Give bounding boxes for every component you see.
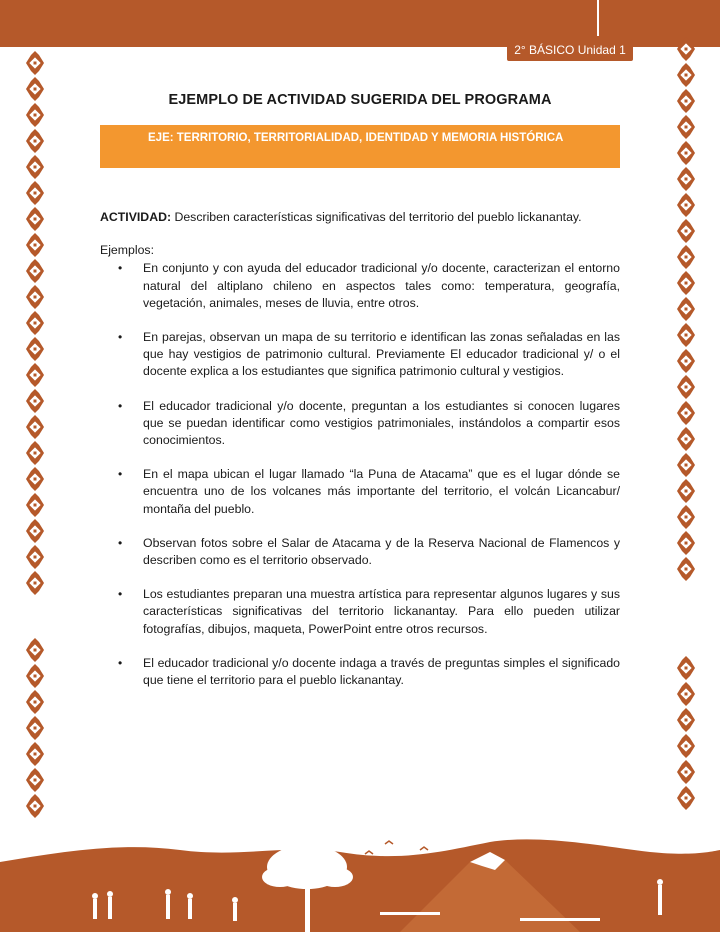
list-item: • Observan fotos sobre el Salar de Atacama y de la Reserva Nacional de Flamencos y describen como es el territorio observado.: [118, 535, 620, 568]
document-body: [100, 209, 620, 706]
left-border-ornament: [25, 50, 45, 605]
bullet-icon: •: [118, 535, 123, 550]
footer-landscape-illustration: [0, 822, 720, 932]
list-item: • En el mapa ubican el lugar llamado “la Puna de Atacama” que es el lugar dónde se encuentra uno de los volcanes más importante del territorio, el volcán Licancabur/ montaña del pueblo.: [118, 467, 620, 516]
right-border-ornament: [676, 36, 696, 591]
list-item: • En conjunto y con ayuda del educador tradicional y/o docente, caracterizan el entorno natural del altiplano chileno en aspectos tales como: temperatura, geografía, vegetación, animales, meses de lluvia, entre otros.: [118, 261, 620, 310]
list-item: • En parejas, observan un mapa de su territorio e identifican las zonas señaladas en las que hay vestigios de patrimonio cultural. Previamente El educador tradicional y/ o el docente explica a los estudiantes que significa patrimonio cultural y vestigios.: [118, 330, 620, 379]
bullet-icon: •: [118, 587, 123, 602]
axis-banner: [100, 125, 620, 168]
bullet-icon: •: [118, 467, 123, 482]
bullet-icon: •: [118, 655, 123, 670]
axis-label: EJE: TERRITORIO, TERRITORIALIDAD, IDENTIDAD Y MEMORIA HISTÓRICA: [148, 132, 564, 144]
left-border-ornament-lower: [25, 637, 45, 822]
bullet-icon: •: [118, 398, 123, 413]
activity-statement: [100, 209, 620, 226]
activity-text: Describen características significativas del territorio del pueblo lickanantay.: [171, 210, 582, 224]
activity-label: ACTIVIDAD:: [100, 210, 172, 224]
right-border-ornament-lower: [676, 655, 696, 820]
bullet-icon: •: [118, 261, 123, 276]
page-title: EJEMPLO DE ACTIVIDAD SUGERIDA DEL PROGRAMA: [168, 92, 552, 108]
header-divider: [597, 0, 599, 36]
list-item: • El educador tradicional y/o docente, preguntan a los estudiantes si conocen lugares que se puedan identificar como vestigios patrimoniales, instándolos a compartir esos conocimientos.: [118, 398, 620, 448]
grade-unit-badge: 2° BÁSICO Unidad 1: [507, 39, 633, 61]
bullet-icon: •: [118, 330, 123, 345]
list-item: • El educador tradicional y/o docente indaga a través de preguntas simples el significado que tiene el territorio para el pueblo lickanantay.: [118, 655, 620, 688]
examples-list: [100, 260, 620, 689]
list-item: • Los estudiantes preparan una muestra artística para representar algunos lugares y sus características significativas del territorio lickanantay. Para ello pueden utilizar fotografías, dibujos, maqueta, PowerPoint entre otros recursos.: [118, 587, 620, 636]
examples-label: Ejemplos:: [100, 243, 154, 258]
